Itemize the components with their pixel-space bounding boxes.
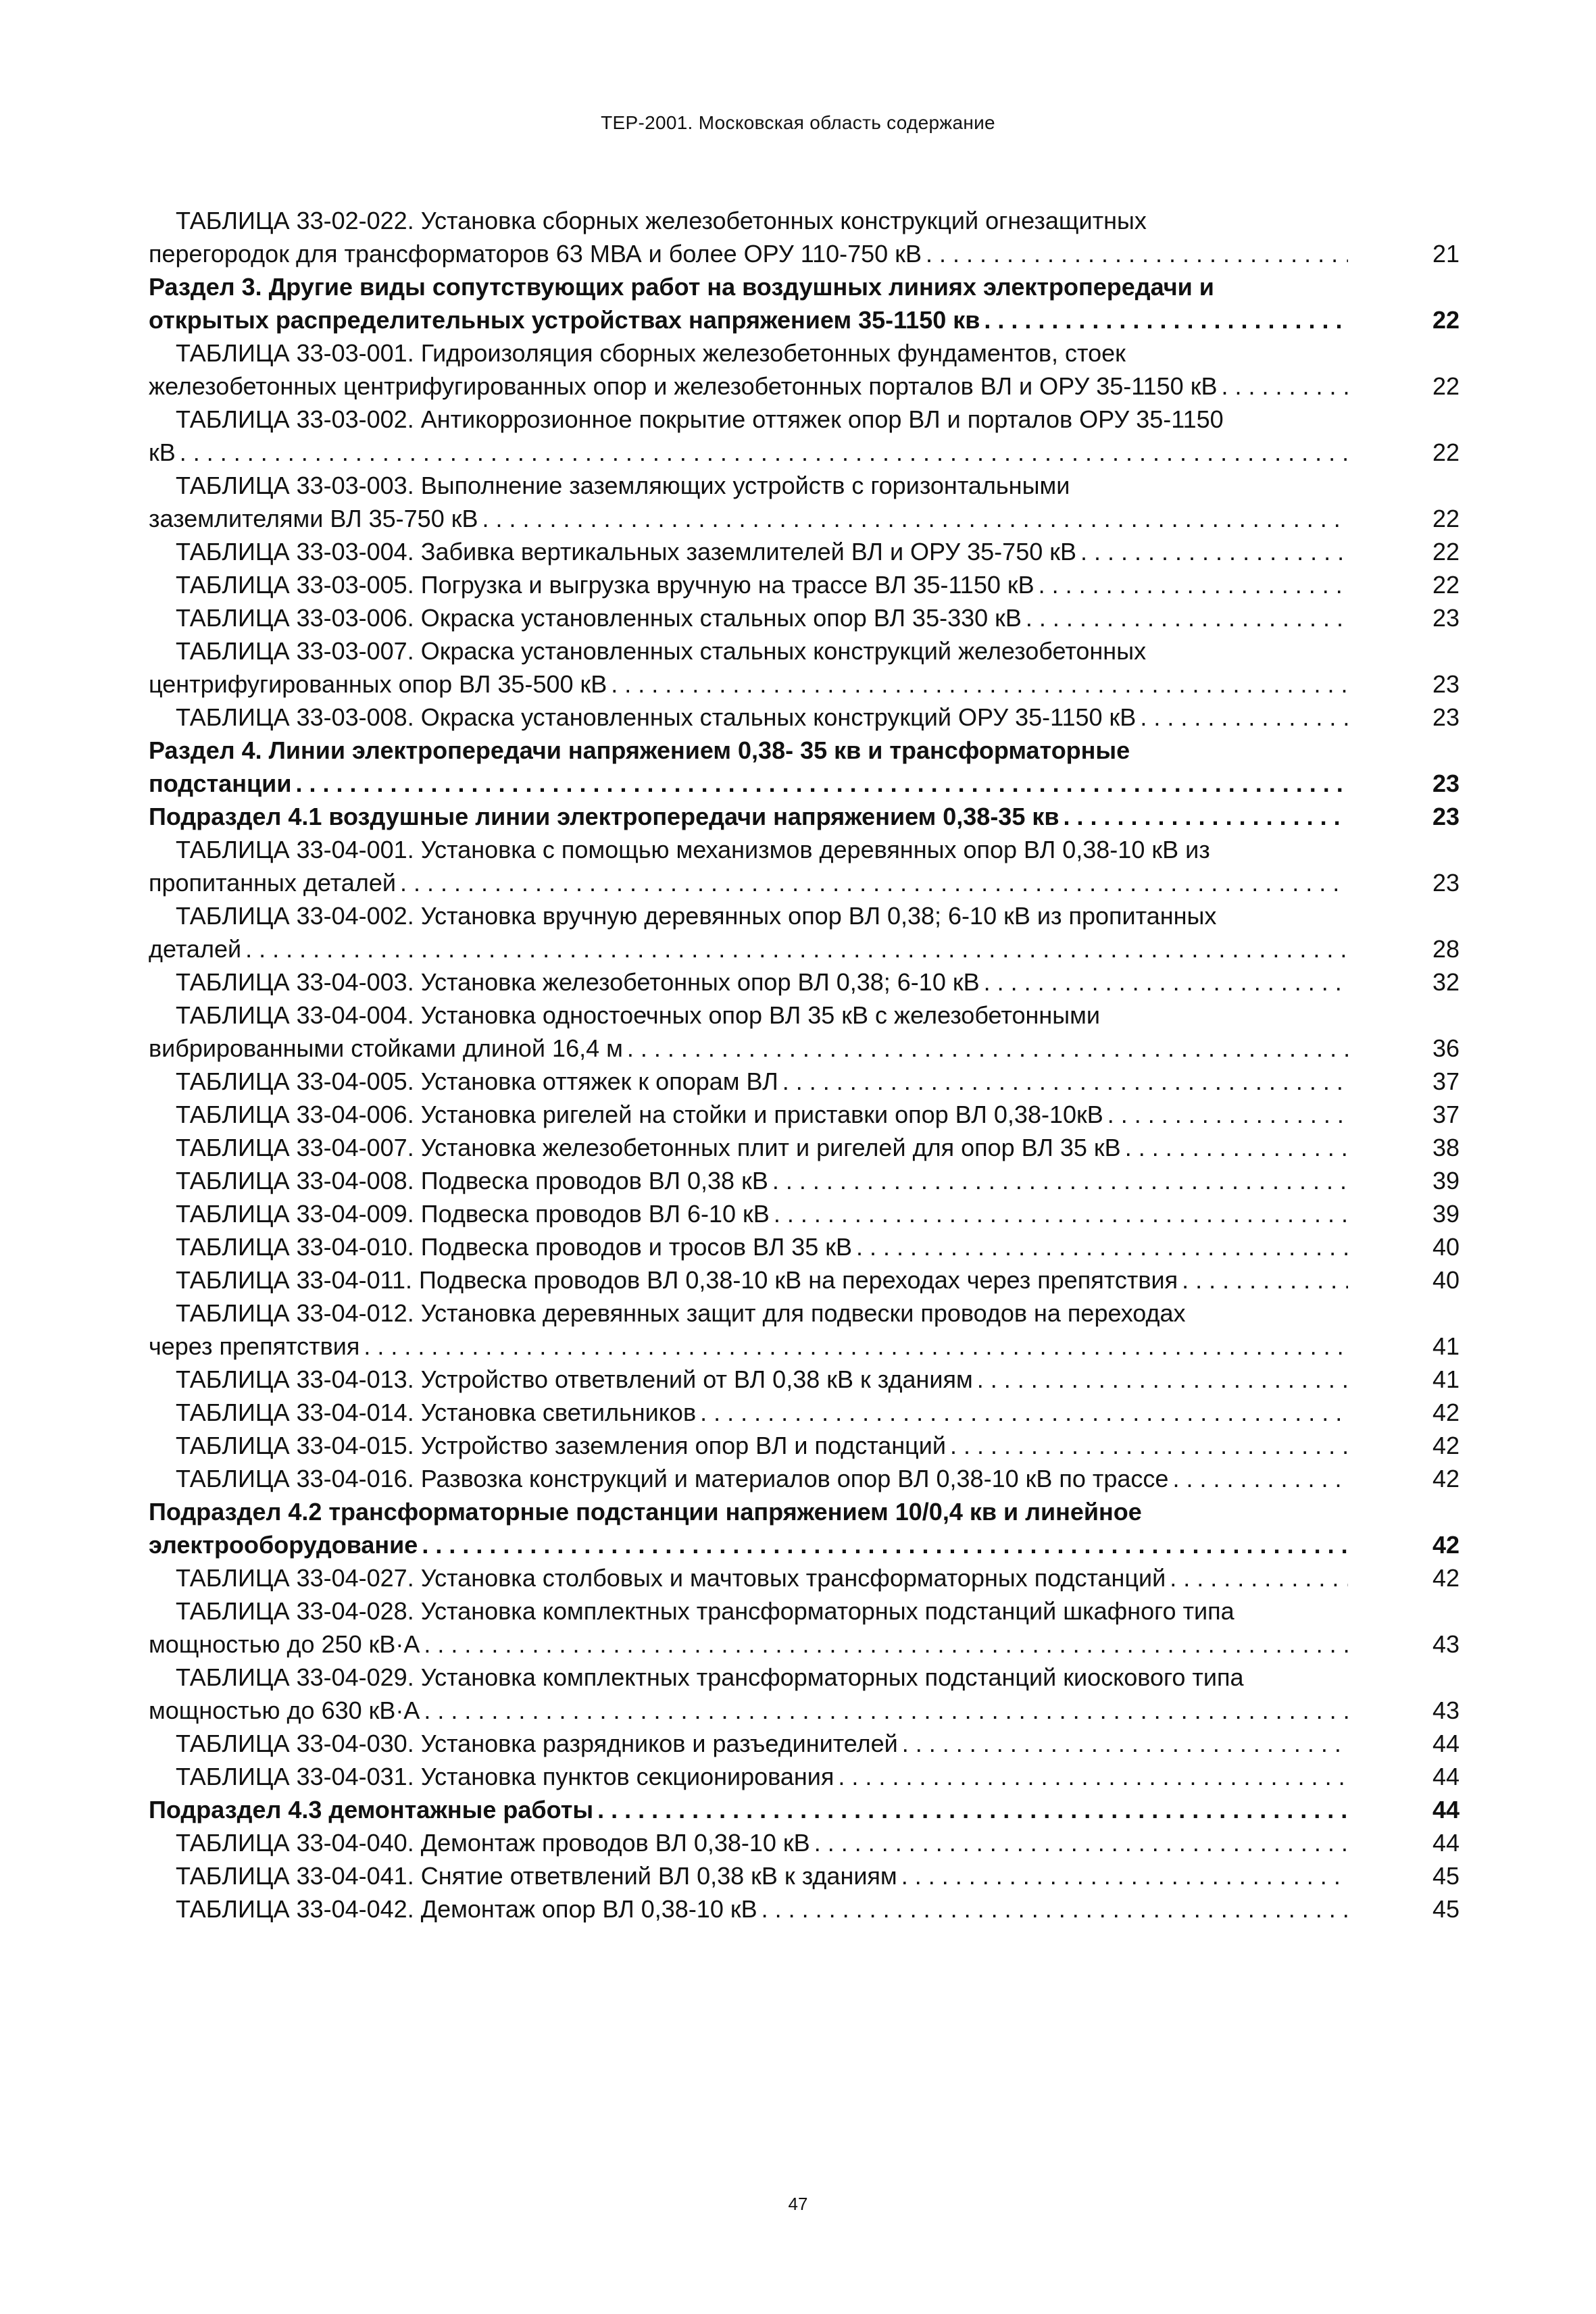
toc-entry-title xyxy=(149,1495,1348,1561)
toc-entry[interactable] xyxy=(149,1164,1460,1197)
toc-entry-line xyxy=(149,204,1348,237)
toc-entry-page: 38 xyxy=(1432,1134,1460,1161)
toc-entry-page: 23 xyxy=(1432,770,1460,797)
toc-entry-line xyxy=(149,1396,1348,1429)
toc-entry-line-text: ТАБЛИЦА 33-04-006. Установка ригелей на стойки и приставки опор ВЛ 0,38-10кВ xyxy=(176,1101,1103,1128)
toc-entry-page: 22 xyxy=(1432,438,1460,466)
toc-entry-page: 32 xyxy=(1432,968,1460,996)
toc-entry-page: 22 xyxy=(1432,571,1460,599)
toc-entry[interactable] xyxy=(149,1098,1460,1131)
toc-entry-title xyxy=(149,1727,1348,1760)
page-number: 47 xyxy=(788,2194,808,2214)
toc-entry-title xyxy=(149,833,1348,899)
toc-entry-line-text: мощностью до 630 кВ·А xyxy=(149,1696,420,1724)
toc-entry-line xyxy=(149,965,1348,999)
toc-entry[interactable] xyxy=(149,1363,1460,1396)
toc-entry-line xyxy=(149,734,1348,767)
toc-entry-title xyxy=(149,469,1348,535)
toc-entry-line xyxy=(149,1859,1348,1892)
toc-entry-line-text: заземлителями ВЛ 35-750 кВ xyxy=(149,505,478,532)
toc-entry-page: 22 xyxy=(1432,538,1460,565)
toc-entry-line-text: ТАБЛИЦА 33-03-003. Выполнение заземляющих устройств с горизонтальными xyxy=(176,472,1070,499)
toc-entry-page: 39 xyxy=(1432,1167,1460,1194)
toc-entry-title xyxy=(149,999,1348,1065)
toc-entry-title xyxy=(149,568,1348,601)
toc-entry-title xyxy=(149,899,1348,965)
toc-entry-line-text: ТАБЛИЦА 33-04-028. Установка комплектных трансформаторных подстанций шкафного типа xyxy=(176,1597,1235,1625)
toc-entry-line-text: Раздел 4. Линии электропередачи напряжением 0,38- 35 кв и трансформаторные xyxy=(149,736,1130,764)
toc-entry-title xyxy=(149,1098,1348,1131)
toc-entry-line xyxy=(149,1263,1348,1297)
toc-entry-page: 21 xyxy=(1432,240,1460,268)
toc-entry-line-text: ТАБЛИЦА 33-03-008. Окраска установленных стальных конструкций ОРУ 35-1150 кВ xyxy=(176,703,1137,731)
page-header: ТЕР-2001. Московская область содержание xyxy=(601,112,995,133)
toc-entry-line-text: ТАБЛИЦА 33-03-005. Погрузка и выгрузка вручную на трассе ВЛ 35-1150 кВ xyxy=(176,571,1034,599)
toc-entry-line-text: ТАБЛИЦА 33-04-040. Демонтаж проводов ВЛ 0,38-10 кВ xyxy=(176,1829,810,1857)
toc-entry-title xyxy=(149,800,1348,833)
toc-entry-title xyxy=(149,1164,1348,1197)
toc-entry-line-text: Подраздел 4.3 демонтажные работы xyxy=(149,1796,594,1823)
toc-entry-line-text: ТАБЛИЦА 33-04-012. Установка деревянных защит для подвески проводов на переходах xyxy=(176,1299,1186,1327)
toc-entry-line xyxy=(149,1230,1348,1263)
toc-entry-line-text: ТАБЛИЦА 33-03-006. Окраска установленных стальных опор ВЛ 35-330 кВ xyxy=(176,604,1022,632)
toc-entry-page: 36 xyxy=(1432,1034,1460,1062)
toc-entry-line-text: ТАБЛИЦА 33-04-002. Установка вручную деревянных опор ВЛ 0,38; 6-10 кВ из пропитанных xyxy=(176,902,1217,930)
toc-entry-line xyxy=(149,701,1348,734)
toc-entry-line-text: ТАБЛИЦА 33-04-016. Развозка конструкций и материалов опор ВЛ 0,38-10 кВ по трассе xyxy=(176,1465,1169,1492)
toc-entry-page: 42 xyxy=(1432,1432,1460,1459)
toc-entry-line-text: кВ xyxy=(149,438,176,466)
toc-entry[interactable] xyxy=(149,1727,1460,1760)
toc-entry[interactable] xyxy=(149,1859,1460,1892)
toc-entry-title xyxy=(149,1197,1348,1230)
toc-entry-page: 23 xyxy=(1432,703,1460,731)
toc-entry[interactable] xyxy=(149,1396,1460,1429)
toc-entry[interactable] xyxy=(149,1230,1460,1263)
toc-entry-page: 39 xyxy=(1432,1200,1460,1228)
toc-entry-page: 43 xyxy=(1432,1696,1460,1724)
toc-entry-line xyxy=(149,1892,1348,1926)
toc-entry-line-text: Подраздел 4.2 трансформаторные подстанции напряжением 10/0,4 кв и линейное xyxy=(149,1498,1142,1526)
toc-entry-line-text: ТАБЛИЦА 33-04-031. Установка пунктов секционирования xyxy=(176,1763,834,1790)
toc-entry-line xyxy=(149,800,1348,833)
toc-entry-line-text: ТАБЛИЦА 33-04-027. Установка столбовых и мачтовых трансформаторных подстанций xyxy=(176,1564,1166,1592)
toc-entry[interactable] xyxy=(149,1131,1460,1164)
toc-entry-line xyxy=(149,568,1348,601)
toc-entry-line xyxy=(149,1164,1348,1197)
toc-entry-line xyxy=(149,1098,1348,1131)
toc-entry-title xyxy=(149,1263,1348,1297)
toc-entry-line-text: Подраздел 4.1 воздушные линии электропередачи напряжением 0,38-35 кв xyxy=(149,803,1059,830)
toc-entry-line xyxy=(149,1197,1348,1230)
toc-entry-line xyxy=(149,336,1348,370)
toc-entry-title xyxy=(149,336,1348,403)
toc-entry-line xyxy=(149,767,1348,800)
toc-entry-line-text: ТАБЛИЦА 33-03-007. Окраска установленных стальных конструкций железобетонных xyxy=(176,637,1147,665)
toc-entry-line xyxy=(149,833,1348,866)
toc-entry-line-text: центрифугированных опор ВЛ 35-500 кВ xyxy=(149,670,607,698)
toc-entry-line-text: ТАБЛИЦА 33-04-014. Установка светильников xyxy=(176,1399,697,1426)
toc-entry-title xyxy=(149,634,1348,701)
toc-entry-line-text: пропитанных деталей xyxy=(149,869,396,897)
toc-entry[interactable] xyxy=(149,1065,1460,1098)
toc-entry-title xyxy=(149,734,1348,800)
toc-section-entry[interactable] xyxy=(149,800,1460,833)
toc-entry-line-text: железобетонных центрифугированных опор и железобетонных порталов ВЛ и ОРУ 35-1150 кВ xyxy=(149,372,1218,400)
toc-entry[interactable] xyxy=(149,1561,1460,1594)
toc-entry-line-text: ТАБЛИЦА 33-04-003. Установка железобетонных опор ВЛ 0,38; 6-10 кВ xyxy=(176,968,980,996)
toc-entry-page: 41 xyxy=(1432,1365,1460,1393)
toc-entry[interactable] xyxy=(149,701,1460,734)
toc-entry-title xyxy=(149,965,1348,999)
toc-entry-line-text: мощностью до 250 кВ·А xyxy=(149,1630,420,1658)
toc-entry-line xyxy=(149,1793,1348,1826)
toc-entry[interactable] xyxy=(149,1297,1460,1363)
toc-entry-line-text: открытых распределительных устройствах напряжением 35-1150 кв xyxy=(149,306,980,334)
toc-entry-title xyxy=(149,1793,1348,1826)
toc-entry[interactable] xyxy=(149,1661,1460,1727)
toc-section-entry[interactable] xyxy=(149,1793,1460,1826)
toc-entry-line-text: ТАБЛИЦА 33-04-009. Подвеска проводов ВЛ 6-10 кВ xyxy=(176,1200,770,1228)
toc-entry-page: 45 xyxy=(1432,1862,1460,1890)
toc-entry-page: 28 xyxy=(1432,935,1460,963)
toc-entry-title xyxy=(149,270,1348,336)
toc-entry-page: 23 xyxy=(1432,604,1460,632)
toc-entry-title xyxy=(149,1297,1348,1363)
toc-entry-title xyxy=(149,1363,1348,1396)
toc-entry-line xyxy=(149,270,1348,303)
toc-entry[interactable] xyxy=(149,469,1460,535)
toc-entry-title xyxy=(149,1462,1348,1495)
toc-entry-line xyxy=(149,1826,1348,1859)
toc-entry-line xyxy=(149,1363,1348,1396)
toc-entry[interactable] xyxy=(149,1263,1460,1297)
toc-entry-title xyxy=(149,403,1348,469)
toc-entry-page: 23 xyxy=(1432,670,1460,698)
toc-entry-title xyxy=(149,1230,1348,1263)
toc-entry-title xyxy=(149,1429,1348,1462)
toc-entry-title xyxy=(149,535,1348,568)
toc-entry-line xyxy=(149,436,1348,469)
toc-entry-line xyxy=(149,469,1348,502)
toc-entry-page: 40 xyxy=(1432,1233,1460,1261)
toc-entry[interactable] xyxy=(149,1826,1460,1859)
toc-entry-line-text: Раздел 3. Другие виды сопутствующих работ на воздушных линиях электропередачи и xyxy=(149,273,1214,301)
toc-entry-title xyxy=(149,1892,1348,1926)
toc-entry[interactable] xyxy=(149,1197,1460,1230)
toc-entry-title xyxy=(149,1826,1348,1859)
toc-entry-title xyxy=(149,1131,1348,1164)
toc-entry-title xyxy=(149,1594,1348,1661)
toc-entry-line-text: вибрированными стойками длиной 16,4 м xyxy=(149,1034,623,1062)
toc-entry-line xyxy=(149,1760,1348,1793)
toc-entry-title xyxy=(149,601,1348,634)
toc-entry-line xyxy=(149,899,1348,932)
toc-entry-line xyxy=(149,1131,1348,1164)
toc-entry[interactable] xyxy=(149,899,1460,965)
toc-section-entry[interactable] xyxy=(149,734,1460,800)
toc-entry-line xyxy=(149,866,1348,899)
toc-entry[interactable] xyxy=(149,535,1460,568)
toc-entry-page: 42 xyxy=(1432,1531,1460,1559)
toc-entry-page: 22 xyxy=(1432,505,1460,532)
toc-entry[interactable] xyxy=(149,601,1460,634)
toc-entry-title xyxy=(149,1396,1348,1429)
table-of-contents xyxy=(149,204,1460,1926)
toc-entry-page: 37 xyxy=(1432,1101,1460,1128)
toc-entry-line xyxy=(149,370,1348,403)
toc-entry-line xyxy=(149,403,1348,436)
toc-entry-line-text: ТАБЛИЦА 33-04-015. Устройство заземления опор ВЛ и подстанций xyxy=(176,1432,947,1459)
toc-entry-line xyxy=(149,535,1348,568)
toc-entry-line xyxy=(149,1628,1348,1661)
toc-entry-title xyxy=(149,1859,1348,1892)
toc-entry-page: 44 xyxy=(1432,1730,1460,1757)
toc-entry-line-text: ТАБЛИЦА 33-04-042. Демонтаж опор ВЛ 0,38-10 кВ xyxy=(176,1895,757,1923)
toc-entry-line xyxy=(149,668,1348,701)
toc-entry[interactable] xyxy=(149,336,1460,403)
toc-entry-line xyxy=(149,1330,1348,1363)
toc-entry-line-text: ТАБЛИЦА 33-03-002. Антикоррозионное покрытие оттяжек опор ВЛ и порталов ОРУ 35-1150 xyxy=(176,405,1224,433)
toc-entry-title xyxy=(149,204,1348,270)
toc-entry-line xyxy=(149,999,1348,1032)
toc-entry-line xyxy=(149,1065,1348,1098)
toc-entry-title xyxy=(149,1561,1348,1594)
toc-entry[interactable] xyxy=(149,833,1460,899)
toc-entry-page: 23 xyxy=(1432,803,1460,830)
toc-entry-line-text: ТАБЛИЦА 33-04-004. Установка одностоечных опор ВЛ 35 кВ с железобетонными xyxy=(176,1001,1100,1029)
toc-entry-page: 43 xyxy=(1432,1630,1460,1658)
toc-entry-line-text: ТАБЛИЦА 33-03-004. Забивка вертикальных заземлителей ВЛ и ОРУ 35-750 кВ xyxy=(176,538,1077,565)
toc-entry-line xyxy=(149,1594,1348,1628)
toc-entry-line xyxy=(149,932,1348,965)
toc-section-entry[interactable] xyxy=(149,270,1460,336)
toc-entry-line-text: ТАБЛИЦА 33-03-001. Гидроизоляция сборных железобетонных фундаментов, стоек xyxy=(176,339,1126,367)
toc-entry[interactable] xyxy=(149,1594,1460,1661)
toc-entry-line-text: подстанции xyxy=(149,770,292,797)
toc-entry-line-text: перегородок для трансформаторов 63 МВА и более ОРУ 110-750 кВ xyxy=(149,240,922,268)
toc-entry[interactable] xyxy=(149,1892,1460,1926)
toc-entry-line xyxy=(149,1032,1348,1065)
toc-entry-page: 42 xyxy=(1432,1399,1460,1426)
toc-entry-line-text: деталей xyxy=(149,935,242,963)
toc-entry[interactable] xyxy=(149,568,1460,601)
toc-entry-title xyxy=(149,701,1348,734)
toc-entry-page: 44 xyxy=(1432,1796,1460,1823)
toc-entry-line-text: через препятствия xyxy=(149,1332,360,1360)
toc-entry-page: 44 xyxy=(1432,1829,1460,1857)
toc-entry-line-text: ТАБЛИЦА 33-04-010. Подвеска проводов и тросов ВЛ 35 кВ xyxy=(176,1233,853,1261)
toc-entry-title xyxy=(149,1760,1348,1793)
toc-entry[interactable] xyxy=(149,1429,1460,1462)
toc-entry-line xyxy=(149,1429,1348,1462)
toc-entry[interactable] xyxy=(149,1760,1460,1793)
toc-entry-page: 44 xyxy=(1432,1763,1460,1790)
toc-entry-page: 42 xyxy=(1432,1465,1460,1492)
toc-entry-line xyxy=(149,1462,1348,1495)
toc-entry-line-text: ТАБЛИЦА 33-04-029. Установка комплектных трансформаторных подстанций киоскового типа xyxy=(176,1663,1244,1691)
toc-entry-line xyxy=(149,1661,1348,1694)
toc-entry-line-text: ТАБЛИЦА 33-04-005. Установка оттяжек к опорам ВЛ xyxy=(176,1067,778,1095)
toc-entry[interactable] xyxy=(149,999,1460,1065)
toc-entry-line xyxy=(149,502,1348,535)
toc-entry-page: 37 xyxy=(1432,1067,1460,1095)
toc-entry[interactable] xyxy=(149,965,1460,999)
toc-entry-line xyxy=(149,1495,1348,1528)
toc-entry-line-text: ТАБЛИЦА 33-02-022. Установка сборных железобетонных конструкций огнезащитных xyxy=(176,207,1147,234)
toc-entry-line-text: ТАБЛИЦА 33-04-001. Установка с помощью механизмов деревянных опор ВЛ 0,38-10 кВ из xyxy=(176,836,1210,863)
toc-entry[interactable] xyxy=(149,204,1460,270)
toc-entry-page: 23 xyxy=(1432,869,1460,897)
toc-entry-line xyxy=(149,601,1348,634)
toc-entry-line xyxy=(149,237,1348,270)
toc-entry-page: 45 xyxy=(1432,1895,1460,1923)
toc-entry-title xyxy=(149,1661,1348,1727)
toc-entry[interactable] xyxy=(149,403,1460,469)
toc-entry-title xyxy=(149,1065,1348,1098)
toc-entry-line xyxy=(149,634,1348,668)
toc-entry-page: 22 xyxy=(1432,372,1460,400)
toc-entry-line-text: ТАБЛИЦА 33-04-030. Установка разрядников и разъединителей xyxy=(176,1730,898,1757)
toc-entry-line xyxy=(149,303,1348,336)
toc-entry-line-text: ТАБЛИЦА 33-04-013. Устройство ответвлений от ВЛ 0,38 кВ к зданиям xyxy=(176,1365,973,1393)
toc-entry-line xyxy=(149,1727,1348,1760)
toc-entry-page: 42 xyxy=(1432,1564,1460,1592)
toc-entry-page: 41 xyxy=(1432,1332,1460,1360)
toc-section-entry[interactable] xyxy=(149,1495,1460,1561)
toc-entry-line-text: электрооборудование xyxy=(149,1531,418,1559)
toc-entry-line xyxy=(149,1694,1348,1727)
toc-entry-line-text: ТАБЛИЦА 33-04-007. Установка железобетонных плит и ригелей для опор ВЛ 35 кВ xyxy=(176,1134,1121,1161)
toc-entry-line-text: ТАБЛИЦА 33-04-008. Подвеска проводов ВЛ 0,38 кВ xyxy=(176,1167,768,1194)
toc-entry-page: 22 xyxy=(1432,306,1460,334)
toc-entry-line xyxy=(149,1528,1348,1561)
toc-entry-line xyxy=(149,1297,1348,1330)
toc-entry-line-text: ТАБЛИЦА 33-04-011. Подвеска проводов ВЛ 0,38-10 кВ на переходах через препятствия xyxy=(176,1266,1178,1294)
toc-entry[interactable] xyxy=(149,634,1460,701)
toc-entry[interactable] xyxy=(149,1462,1460,1495)
toc-entry-line xyxy=(149,1561,1348,1594)
toc-entry-line-text: ТАБЛИЦА 33-04-041. Снятие ответвлений ВЛ 0,38 кВ к зданиям xyxy=(176,1862,897,1890)
toc-entry-page: 40 xyxy=(1432,1266,1460,1294)
